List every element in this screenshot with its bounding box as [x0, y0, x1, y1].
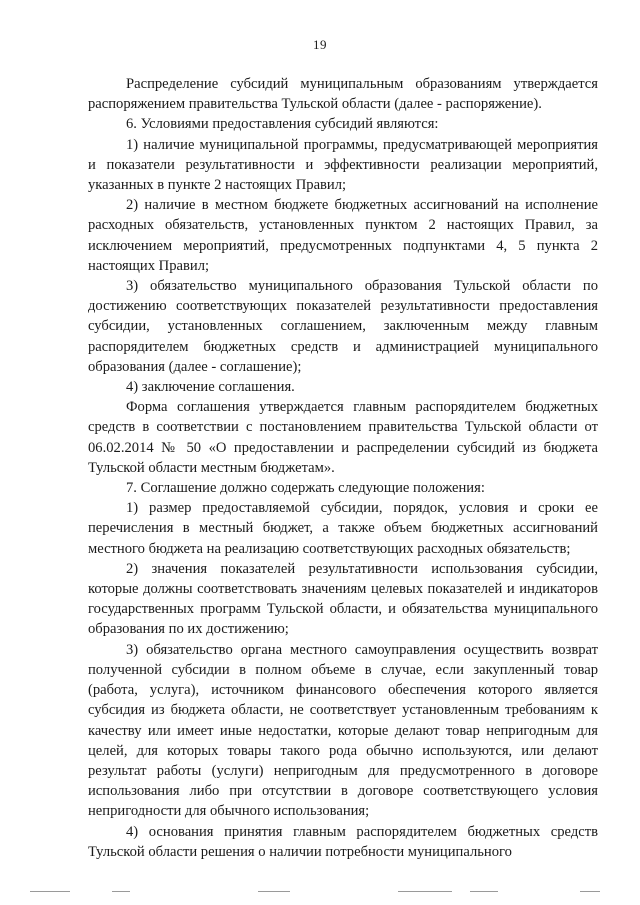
paragraph-provision-3: 3) обязательство органа местного самоуправления осуществить возврат полученной субсидии в полном объеме в случае, если закупленный товар (работа, услуга), источником финансового обеспечения которого является субсидия из бюджета области, не соответствует установленным требованиям к качеству или имеет иные недостатки, которые делают товар непригодным для целей, для которых товары такого рода обычно используются, или делают результат работы (услуги) непригодным для предусмотренного в договоре использования либо при отсутствии в договоре соответствующего условия непригодности для обычного использования; [88, 641, 598, 820]
scan-mark [112, 891, 130, 892]
paragraph-condition-1: 1) наличие муниципальной программы, предусматривающей мероприятия и показатели результативности и эффективности реализации мероприятий, указанных в пункте 2 настоящих Правил; [88, 136, 598, 194]
paragraph-provision-2: 2) значения показателей результативности использования субсидии, которые должны соответствовать значениям целевых показателей и индикаторов государственных программ Тульской области, и обязательства муниципального образования по их достижению; [88, 560, 598, 638]
paragraph-provision-4: 4) основания принятия главным распорядителем бюджетных средств Тульской области решения о наличии потребности муниципального [88, 823, 598, 860]
document-body [88, 74, 598, 862]
paragraph-section-7-heading: 7. Соглашение должно содержать следующие положения: [126, 480, 485, 497]
paragraph-condition-2: 2) наличие в местном бюджете бюджетных ассигнований на исполнение расходных обязательств, установленных пунктом 2 настоящих Правил, за исключением мероприятий, предусмотренных подпунктами 4, 5 пункта 2 настоящих Правил; [88, 197, 598, 274]
scan-mark [580, 891, 600, 892]
scan-mark [30, 891, 70, 892]
paragraph-condition-4: 4) заключение соглашения. [126, 379, 295, 396]
scan-mark [470, 891, 498, 892]
page-number: 19 [313, 37, 327, 52]
paragraph-provision-1: 1) размер предоставляемой субсидии, порядок, условия и сроки ее перечисления в местный бюджет, а также объем бюджетных ассигнований местного бюджета на реализацию соответствующих расходных обязательств; [88, 500, 598, 557]
paragraph-section-6-heading: 6. Условиями предоставления субсидий являются: [126, 116, 439, 133]
paragraph-agreement-form: Форма соглашения утверждается главным распорядителем бюджетных средств в соответствии с постановлением правительства Тульской области от 06.02.2014 № 50 «О предоставлении и распределении субсидий из бюджета Тульской области местным бюджетам». [88, 399, 598, 476]
scan-mark [258, 891, 290, 892]
paragraph-subsidy-distribution: Распределение субсидий муниципальным образованиям утверждается распоряжением правительства Тульской области (далее - распоряжение). [88, 76, 598, 113]
paragraph-condition-3: 3) обязательство муниципального образования Тульской области по достижению соответствующих показателей результативности предоставления субсидии, установленных соглашением, заключенным между главным распорядителем бюджетных средств и администрацией муниципального образования (далее - соглашение); [88, 278, 598, 375]
scan-footer-marks [0, 891, 640, 897]
scan-mark [398, 891, 452, 892]
